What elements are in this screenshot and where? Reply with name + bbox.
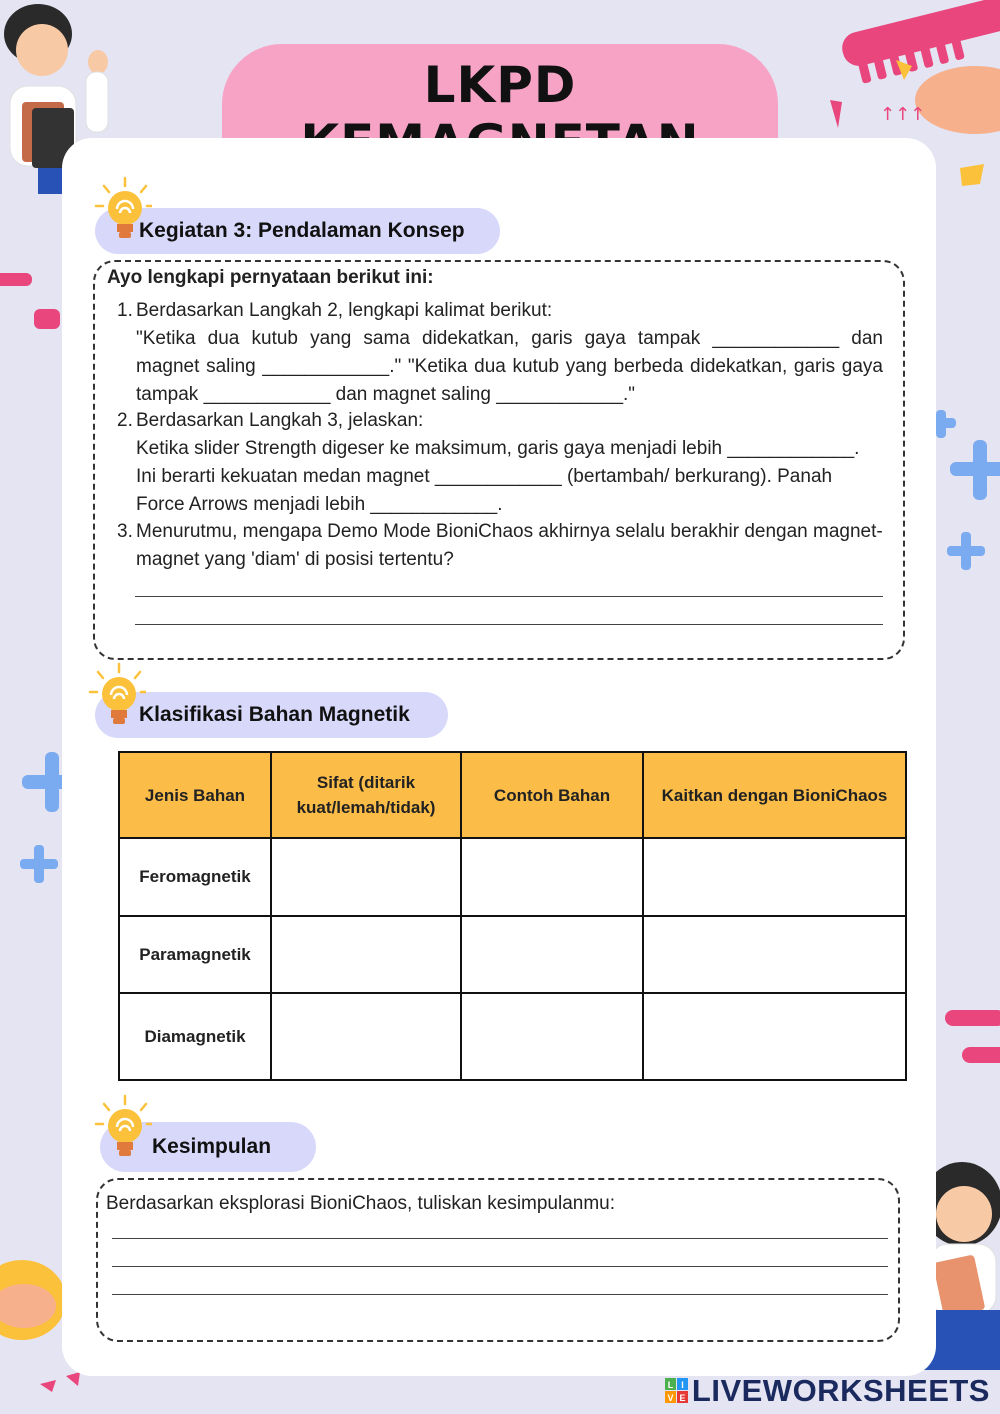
logo-letter: E bbox=[679, 1393, 686, 1403]
table-header-cell: Contoh Bahan bbox=[461, 752, 643, 838]
answer-cell[interactable] bbox=[461, 838, 643, 916]
lightbulb-icon bbox=[92, 176, 152, 246]
classification-table bbox=[118, 751, 907, 1081]
table-header-row bbox=[119, 752, 906, 838]
row-label: Diamagnetik bbox=[119, 993, 271, 1080]
question-item bbox=[117, 297, 883, 409]
question-number: 3. bbox=[117, 521, 133, 542]
kesimpulan-box bbox=[96, 1178, 900, 1342]
liveworksheets-logo[interactable] bbox=[664, 1374, 990, 1408]
section-heading-text: Kegiatan 3: Pendalaman Konsep bbox=[139, 219, 465, 242]
answer-line[interactable] bbox=[135, 624, 883, 625]
table-header-cell: Sifat (ditarik kuat/lemah/tidak) bbox=[271, 752, 461, 838]
row-label: Paramagnetik bbox=[119, 916, 271, 993]
answer-line[interactable] bbox=[135, 596, 883, 597]
section-heading-kegiatan bbox=[95, 208, 500, 254]
liveworksheets-logo-icon bbox=[664, 1377, 690, 1405]
pink-dash-decoration bbox=[0, 273, 32, 286]
page-title: LKPD bbox=[423, 56, 577, 114]
answer-line[interactable] bbox=[112, 1238, 888, 1239]
question-number: 2. bbox=[117, 410, 133, 431]
question-number: 1. bbox=[117, 300, 133, 321]
question-detail: "Ketika dua kutub yang sama didekatkan, garis gaya tampak ____________ dan magnet saling ____________." "Ketika dua kutub yang berbeda didekatkan, garis gaya tampak ____________ dan magnet saling ____________." bbox=[136, 328, 883, 405]
svg-text:↑↑↑: ↑↑↑ bbox=[880, 104, 926, 125]
answer-cell[interactable] bbox=[271, 838, 461, 916]
answer-cell[interactable] bbox=[643, 993, 906, 1080]
answer-cell[interactable] bbox=[461, 993, 643, 1080]
answer-cell[interactable] bbox=[271, 993, 461, 1080]
kesimpulan-prompt: Berdasarkan eksplorasi BioniChaos, tuliskan kesimpulanmu: bbox=[106, 1193, 616, 1214]
liveworksheets-logo-text: LIVEWORKSHEETS bbox=[691, 1373, 990, 1408]
lightbulb-icon bbox=[86, 662, 146, 732]
answer-line[interactable] bbox=[112, 1294, 888, 1295]
lightbulb-icon bbox=[92, 1094, 152, 1164]
table-header-cell: Jenis Bahan bbox=[119, 752, 271, 838]
answer-cell[interactable] bbox=[461, 916, 643, 993]
question-item bbox=[117, 518, 883, 574]
question-text: Menurutmu, mengapa Demo Mode BioniChaos akhirnya selalu berakhir dengan magnet-magnet yang 'diam' di posisi tertentu? bbox=[136, 521, 883, 570]
kegiatan-intro: Ayo lengkapi pernyataan berikut ini: bbox=[107, 267, 434, 288]
section-heading-klasifikasi bbox=[95, 692, 448, 738]
pink-dash-decoration bbox=[945, 1010, 1000, 1026]
answer-cell[interactable] bbox=[271, 916, 461, 993]
table-row bbox=[119, 916, 906, 993]
question-text: Berdasarkan Langkah 3, jelaskan: bbox=[136, 410, 424, 431]
pink-dash-decoration bbox=[962, 1047, 1000, 1063]
table-row bbox=[119, 838, 906, 916]
section-heading-text: Kesimpulan bbox=[152, 1135, 272, 1158]
row-label: Feromagnetik bbox=[119, 838, 271, 916]
plus-decoration bbox=[928, 410, 1000, 570]
logo-letter: I bbox=[681, 1380, 684, 1390]
pink-dash-decoration bbox=[34, 309, 60, 329]
kegiatan-question-box bbox=[93, 260, 905, 660]
table-row bbox=[119, 993, 906, 1080]
table-header-cell: Kaitkan dengan BioniChaos bbox=[643, 752, 906, 838]
answer-line[interactable] bbox=[112, 1266, 888, 1267]
section-heading-text: Klasifikasi Bahan Magnetik bbox=[139, 703, 410, 726]
answer-cell[interactable] bbox=[643, 838, 906, 916]
logo-letter: V bbox=[667, 1393, 674, 1403]
question-detail: Ketika slider Strength digeser ke maksimum, garis gaya menjadi lebih ____________. Ini berarti kekuatan medan magnet ____________ (bertambah/ berkurang). Panah Force Arrows menjadi lebih ____________. bbox=[136, 438, 860, 515]
answer-cell[interactable] bbox=[643, 916, 906, 993]
logo-letter: L bbox=[667, 1380, 674, 1390]
question-item bbox=[117, 407, 883, 519]
question-text: Berdasarkan Langkah 2, lengkapi kalimat berikut: bbox=[136, 300, 553, 321]
